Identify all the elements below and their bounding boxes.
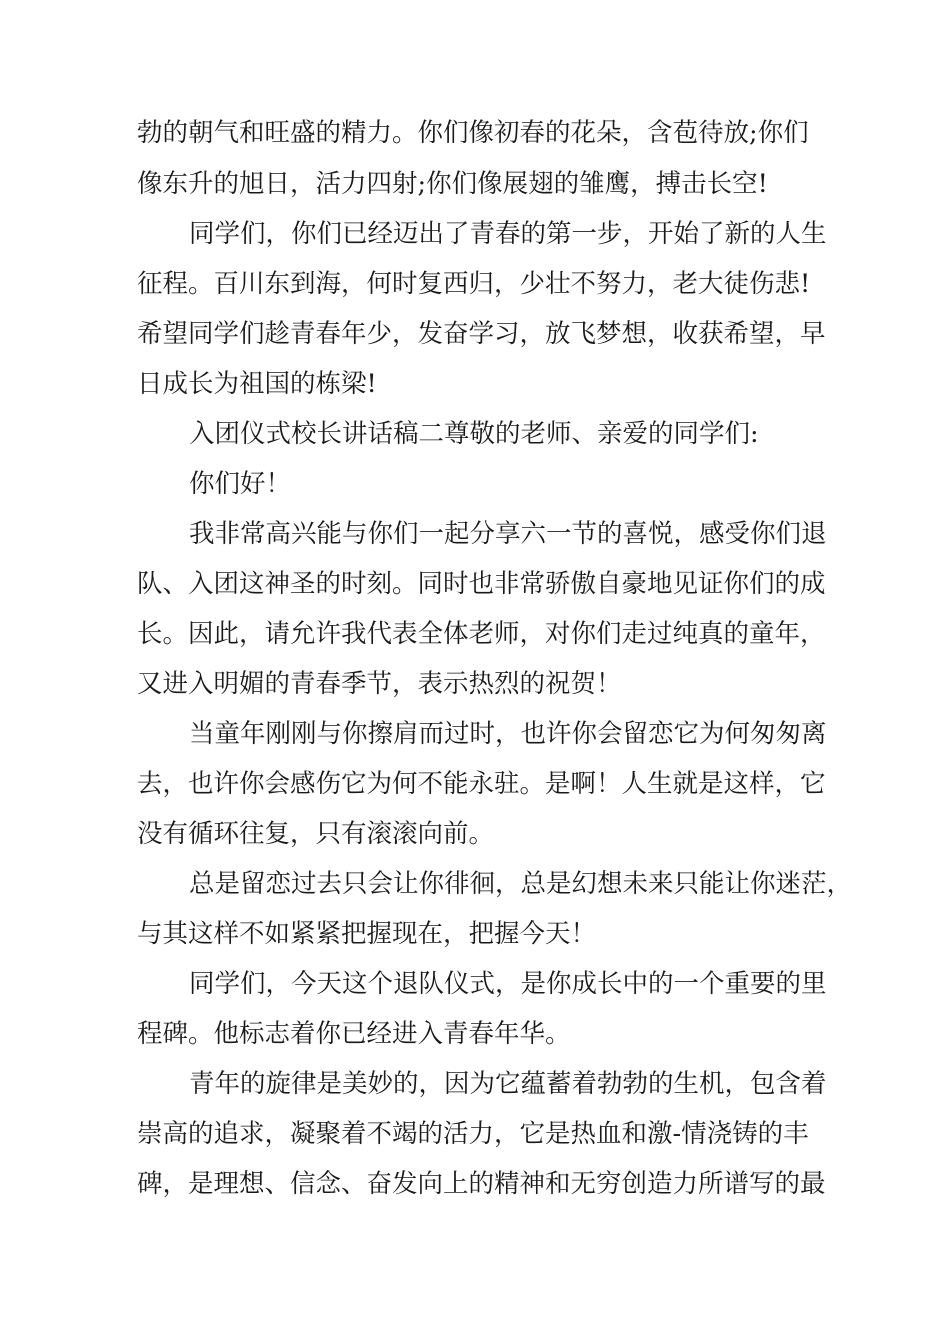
text-line: 日成长为祖国的栋梁!	[137, 369, 377, 399]
paragraph-start: 同学们，今天这个退队仪式，是你成长中的一个重要的里	[189, 969, 827, 999]
paragraph-start: 青年的旋律是美妙的，因为它蕴蓄着勃勃的生机，包含着	[189, 1069, 827, 1099]
text-line: 崇高的追求，凝聚着不竭的活力，它是热血和激-情浇铸的丰	[137, 1119, 809, 1149]
text-line: 队、入团这神圣的时刻。同时也非常骄傲自豪地见证你们的成	[137, 569, 826, 599]
text-line: 勃的朝气和旺盛的精力。你们像初春的花朵，含苞待放;你们	[137, 118, 809, 148]
text-line: 去，也许你会感伤它为何不能永驻。是啊！人生就是这样，它	[137, 769, 826, 799]
text-line: 长。因此，请允许我代表全体老师，对你们走过纯真的童年，	[137, 619, 826, 649]
text-line: 与其这样不如紧紧把握现在，把握今天！	[137, 919, 597, 949]
text-line: 希望同学们趁青春年少，发奋学习，放飞梦想，收获希望，早	[137, 319, 826, 349]
paragraph-start: 我非常高兴能与你们一起分享六一节的喜悦，感受你们退	[189, 519, 827, 549]
paragraph-start: 总是留恋过去只会让你徘徊，总是幻想未来只能让你迷茫，	[189, 869, 853, 899]
text-line: 又进入明媚的青春季节，表示热烈的祝贺！	[137, 669, 622, 699]
text-line: 像东升的旭日，活力四射;你们像展翅的雏鹰，搏击长空!	[137, 169, 768, 199]
text-line: 没有循环往复，只有滚滚向前。	[137, 819, 495, 849]
greeting: 你们好！	[189, 469, 292, 499]
section-heading: 入团仪式校长讲话稿二尊敬的老师、亲爱的同学们:	[189, 419, 759, 449]
paragraph-start: 同学们，你们已经迈出了青春的第一步，开始了新的人生	[189, 219, 827, 249]
text-line: 碑，是理想、信念、奋发向上的精神和无穷创造力所谱写的最	[137, 1169, 826, 1199]
text-line: 程碑。他标志着你已经进入青春年华。	[137, 1019, 571, 1049]
text-line: 征程。百川东到海，何时复西归，少壮不努力，老大徒伤悲!	[137, 269, 811, 299]
paragraph-start: 当童年刚刚与你擦肩而过时，也许你会留恋它为何匆匆离	[189, 719, 827, 749]
